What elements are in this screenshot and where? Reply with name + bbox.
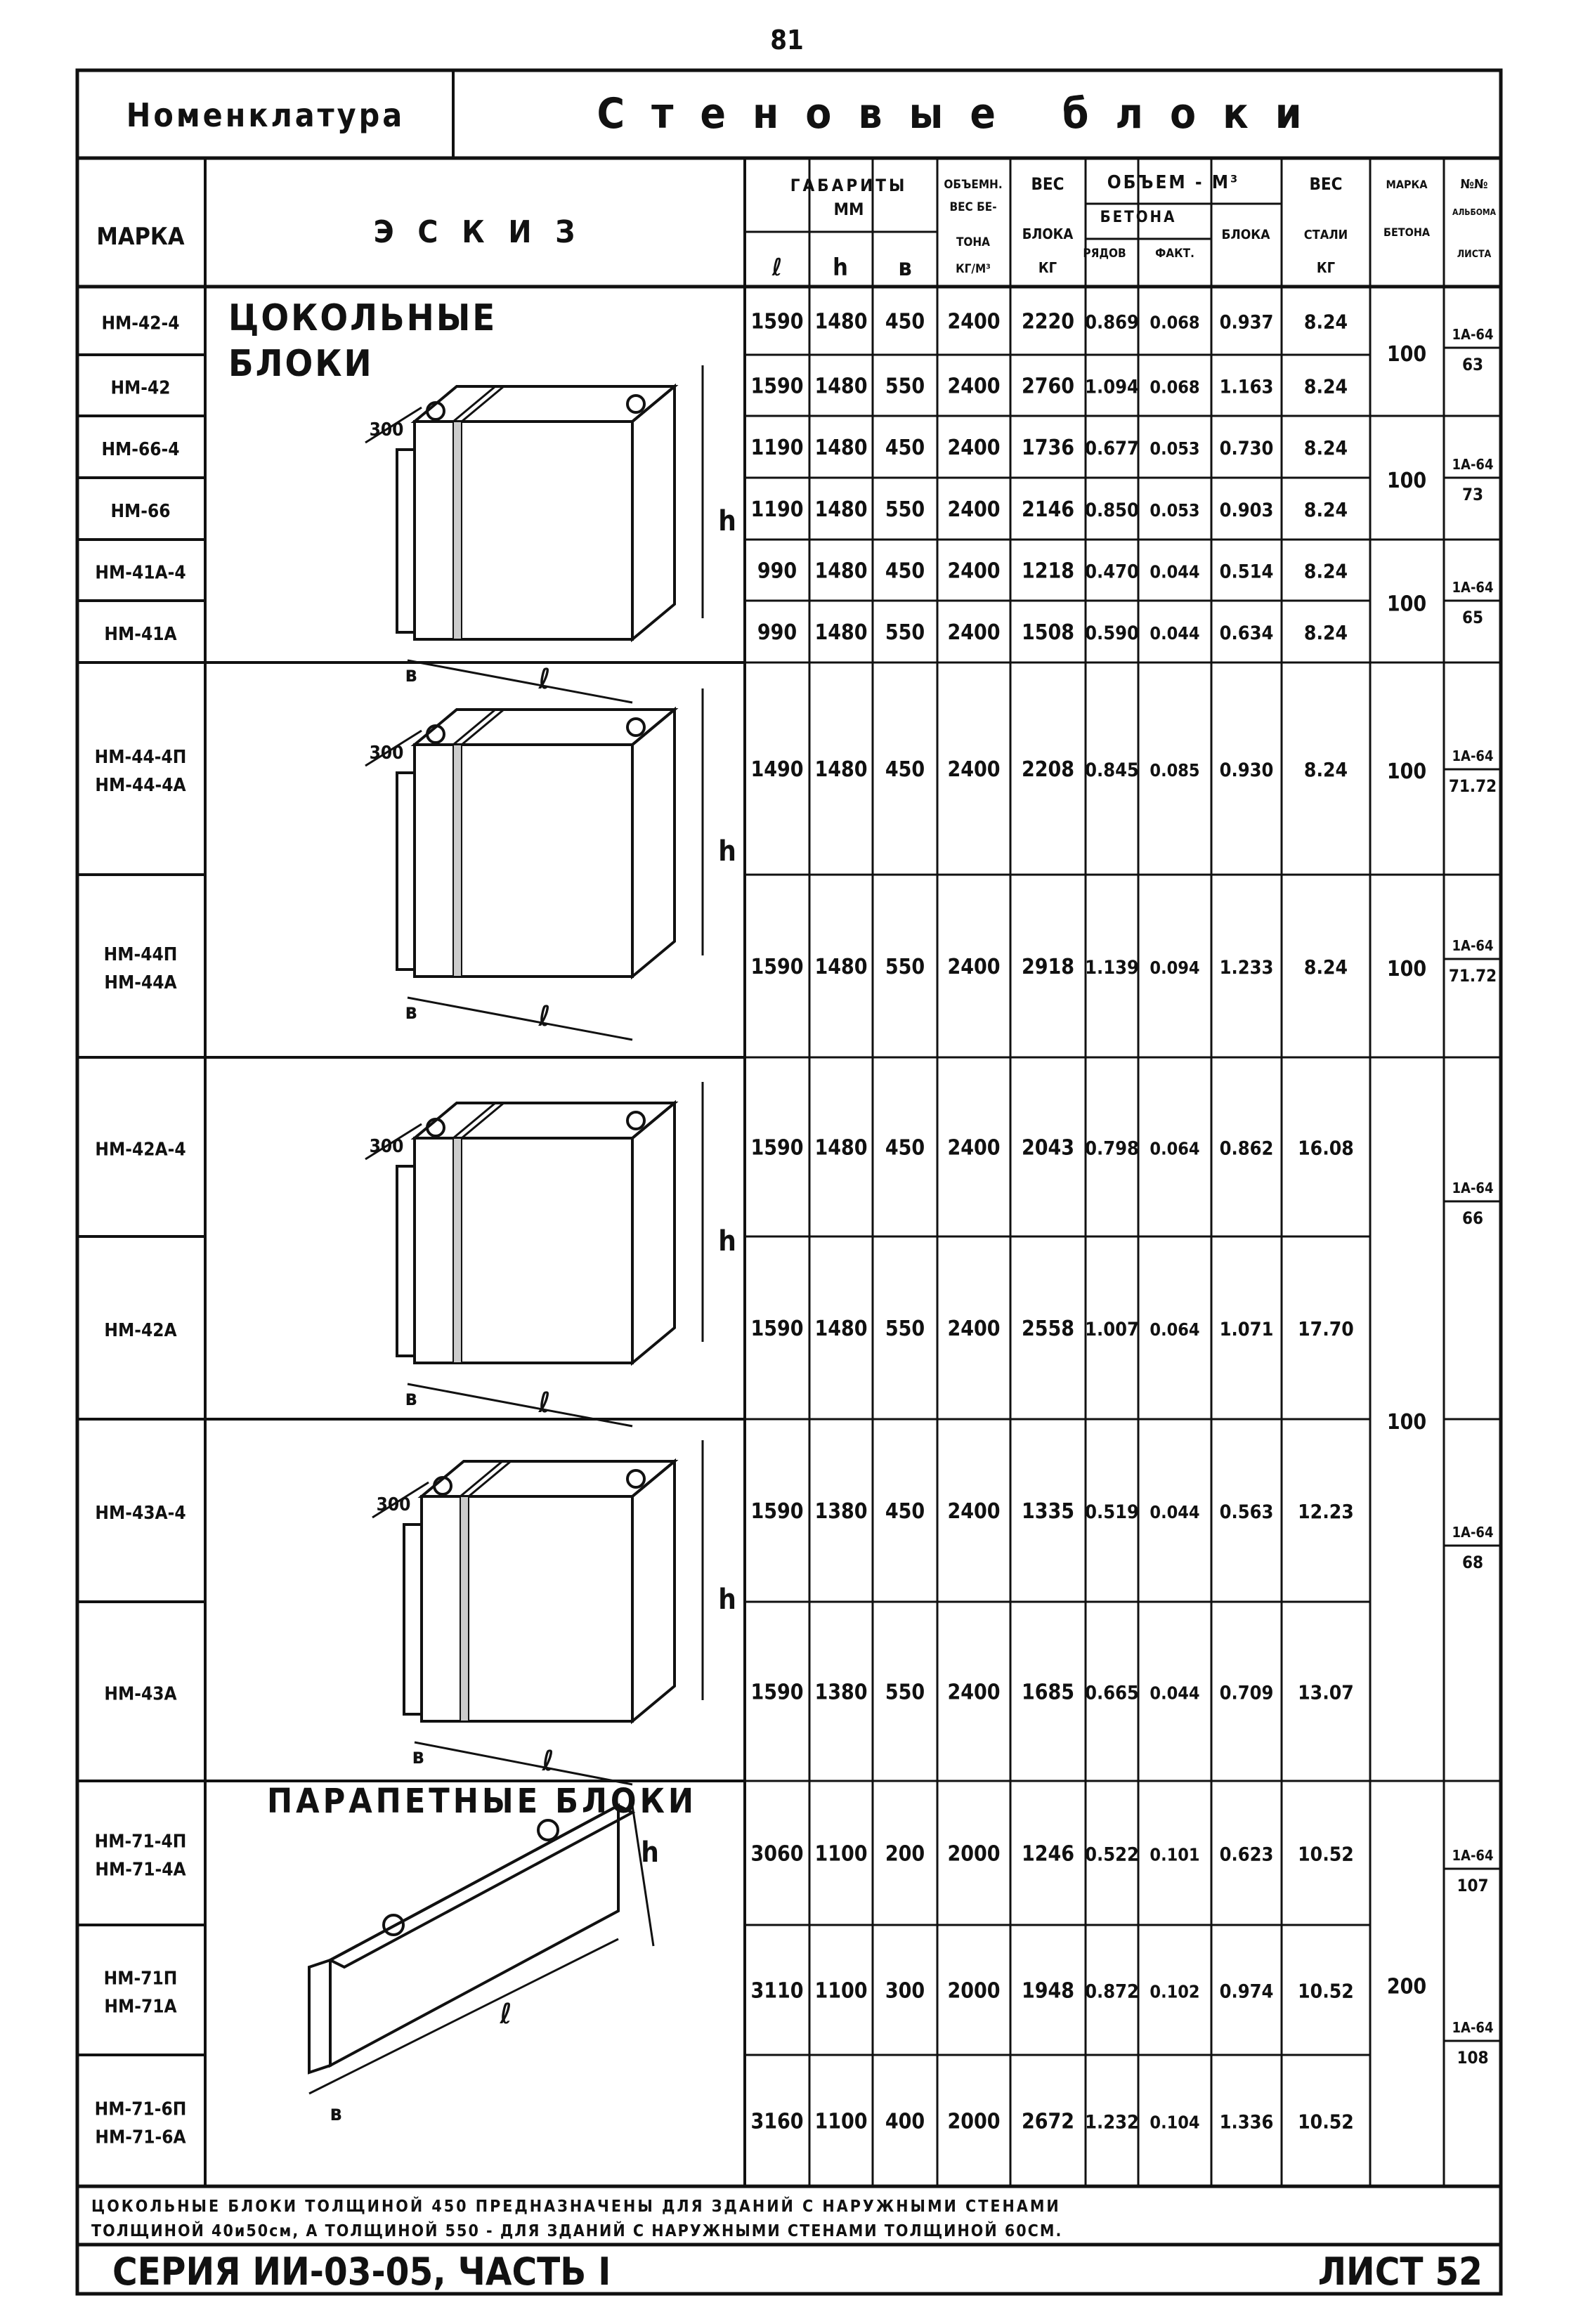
cell-v-block: 0.903 <box>1219 500 1274 521</box>
cell-v-ryad: 0.522 <box>1085 1843 1139 1866</box>
mark-label: НМ-41А <box>104 624 177 645</box>
sheet-ref-column <box>1449 326 1497 2068</box>
cell-v-ryad: 0.677 <box>1085 438 1139 459</box>
dim-300-label: 300 <box>369 743 404 764</box>
cell-l: 1190 <box>750 497 804 522</box>
mark-column <box>95 313 187 2148</box>
block-side <box>632 386 675 639</box>
sheet-ref-number: 66 <box>1461 1208 1484 1228</box>
dim-l-label: ℓ <box>500 1998 512 2030</box>
cell-v-fakt: 0.085 <box>1150 760 1200 781</box>
header-weight-block: БЛОКА <box>1022 226 1074 242</box>
cell-b: 550 <box>885 497 925 522</box>
dim-300-label: 300 <box>369 1136 404 1157</box>
section-parapet: ПАРАПЕТНЫЕ БЛОКИ <box>267 1782 698 1821</box>
cell-v-fakt: 0.068 <box>1150 312 1200 333</box>
cell-v-ryad: 1.007 <box>1085 1319 1139 1340</box>
cell-density: 2000 <box>947 1978 1001 2004</box>
cell-density: 2000 <box>947 2109 1001 2134</box>
dim-b-label: в <box>405 1000 417 1024</box>
cell-density: 2400 <box>947 309 1001 334</box>
grade-value: 100 <box>1386 957 1427 981</box>
header-mark: МАРКА <box>96 223 185 251</box>
cell-b: 450 <box>885 757 925 782</box>
cell-b: 450 <box>885 1135 925 1161</box>
cell-h: 1380 <box>814 1499 868 1524</box>
mark-label: НМ-71-4А <box>95 1859 186 1881</box>
sheet-ref-album: 1А-64 <box>1452 1524 1494 1541</box>
cell-v-block: 0.937 <box>1219 311 1274 334</box>
block-side <box>632 710 675 977</box>
dim-l-label: ℓ <box>538 1000 551 1033</box>
cell-v-block: 0.862 <box>1219 1137 1274 1160</box>
outer-frame <box>77 70 1501 2294</box>
insulation-strip <box>460 1461 511 1496</box>
cell-l: 1190 <box>750 436 804 460</box>
cell-l: 1590 <box>750 1135 804 1161</box>
cell-steel: 17.70 <box>1298 1317 1354 1340</box>
cell-v-ryad: 0.665 <box>1085 1682 1139 1704</box>
cell-h: 1480 <box>814 374 868 399</box>
block-face <box>415 422 632 639</box>
cell-v-block: 1.163 <box>1219 376 1274 398</box>
cell-v-fakt: 0.104 <box>1150 2112 1200 2133</box>
cell-b: 450 <box>885 559 925 584</box>
cell-b: 550 <box>885 1680 925 1705</box>
header-density-2: ВЕС БЕ- <box>949 200 997 214</box>
cell-v-fakt: 0.064 <box>1150 1319 1200 1340</box>
header-sheet-2: АЛЬБОМА <box>1452 207 1497 217</box>
header-weight-unit: КГ <box>1038 259 1057 276</box>
cell-density: 2400 <box>947 1499 1001 1524</box>
dim-b-label: в <box>412 1744 424 1769</box>
cell-density: 2400 <box>947 955 1001 979</box>
header-steel-unit: КГ <box>1316 259 1336 276</box>
cell-l: 1590 <box>750 374 804 399</box>
sheet-ref-album: 1А-64 <box>1452 456 1494 473</box>
cell-v-block: 0.623 <box>1219 1843 1274 1866</box>
insulation-strip <box>453 386 504 422</box>
dim-line-l <box>408 998 632 1040</box>
grade-value: 100 <box>1386 342 1427 367</box>
header-weight: ВЕС <box>1031 174 1064 194</box>
sketch-plinth-block-1 <box>365 365 736 703</box>
mark-label: НМ-42А <box>104 1320 177 1341</box>
mark-label: НМ-42А-4 <box>95 1139 186 1161</box>
cell-v-block: 0.730 <box>1219 438 1274 459</box>
dim-h-label: h <box>718 1225 736 1258</box>
block-face <box>415 1138 632 1363</box>
insulation-strip <box>453 1103 504 1138</box>
lifting-loop <box>627 1470 644 1487</box>
cell-v-block: 0.974 <box>1219 1980 1274 2003</box>
cell-l: 1590 <box>750 1317 804 1341</box>
dim-l-label: ℓ <box>538 1387 551 1419</box>
cell-b: 550 <box>885 955 925 979</box>
mark-label: НМ-42-4 <box>101 313 180 334</box>
cell-b: 550 <box>885 374 925 399</box>
grade-value: 200 <box>1386 1974 1427 1999</box>
sheet-ref-number: 73 <box>1461 485 1484 504</box>
sheet-ref-number: 68 <box>1461 1553 1484 1572</box>
sheet-ref-album: 1А-64 <box>1452 1847 1494 1864</box>
header-dims-unit: ММ <box>833 200 864 219</box>
cell-h: 1480 <box>814 309 868 334</box>
cell-h: 1480 <box>814 436 868 460</box>
grade-value: 100 <box>1386 592 1427 617</box>
cell-v-fakt: 0.053 <box>1150 500 1200 521</box>
cell-h: 1380 <box>814 1680 868 1705</box>
sheet-ref-album: 1А-64 <box>1452 1180 1494 1196</box>
cell-l: 990 <box>757 559 797 584</box>
sheet-ref-album: 1А-64 <box>1452 326 1494 343</box>
dim-line-l <box>408 660 632 703</box>
cell-density: 2400 <box>947 374 1001 399</box>
mark-label: НМ-71П <box>103 1968 178 1990</box>
block-face <box>415 745 632 977</box>
cell-weight: 2220 <box>1021 309 1075 334</box>
header-vol-fakt: ФАКТ. <box>1155 247 1194 261</box>
cell-v-fakt: 0.094 <box>1150 958 1200 978</box>
cell-b: 450 <box>885 436 925 460</box>
cell-v-block: 0.930 <box>1219 759 1274 781</box>
cell-h: 1480 <box>814 620 868 645</box>
cell-h: 1480 <box>814 757 868 782</box>
cell-v-block: 1.336 <box>1219 2111 1274 2134</box>
cell-h: 1480 <box>814 497 868 522</box>
dim-line-l <box>415 1742 632 1784</box>
mark-label: НМ-43А <box>104 1683 177 1705</box>
sketch-parapet-block <box>309 1806 659 2126</box>
cell-density: 2400 <box>947 1135 1001 1161</box>
sheet-ref-number: 71.72 <box>1448 776 1497 796</box>
section-plinth-line1: ЦОКОЛЬНЫЕ <box>228 297 497 339</box>
cell-v-ryad: 0.470 <box>1085 561 1139 583</box>
cell-weight: 2208 <box>1021 757 1075 782</box>
cell-v-fakt: 0.053 <box>1150 438 1200 459</box>
cell-b: 550 <box>885 1317 925 1341</box>
cell-steel: 12.23 <box>1298 1500 1354 1523</box>
cell-steel: 8.24 <box>1303 436 1348 459</box>
lifting-loop <box>627 1112 644 1129</box>
cell-h: 1480 <box>814 1317 868 1341</box>
dim-h-label: h <box>718 835 736 868</box>
insulation-layer <box>453 745 462 977</box>
cell-l: 990 <box>757 620 797 645</box>
cell-density: 2400 <box>947 1317 1001 1341</box>
cell-steel: 10.52 <box>1298 1979 1354 2003</box>
sheet-ref-number: 107 <box>1457 1876 1489 1895</box>
cell-density: 2400 <box>947 757 1001 782</box>
cell-weight: 1335 <box>1021 1499 1075 1524</box>
insulation-layer <box>453 1138 462 1363</box>
cell-v-block: 1.233 <box>1219 957 1274 979</box>
cell-h: 1480 <box>814 955 868 979</box>
cell-v-fakt: 0.068 <box>1150 377 1200 398</box>
cell-b: 550 <box>885 620 925 645</box>
cell-weight: 1508 <box>1021 620 1075 645</box>
cell-v-fakt: 0.064 <box>1150 1138 1200 1159</box>
sheet-ref-number: 108 <box>1457 2048 1489 2068</box>
block-tongue <box>397 773 415 970</box>
parapet-top <box>330 1806 632 1967</box>
cell-b: 300 <box>885 1978 925 2004</box>
dim-300-label: 300 <box>376 1494 411 1515</box>
cell-density: 2400 <box>947 436 1001 460</box>
cell-weight: 2760 <box>1021 374 1075 399</box>
mark-label: НМ-44-4А <box>95 775 186 796</box>
cell-h: 1100 <box>814 1978 868 2004</box>
note-line-2: ТОЛЩИНОЙ 40и50см, А ТОЛЩИНОЙ 550 - ДЛЯ ЗДАНИЙ С НАРУЖНЫМИ СТЕНАМИ ТОЛЩИНОЙ 60СМ. <box>91 2222 1063 2240</box>
cell-v-ryad: 0.590 <box>1085 622 1139 644</box>
cell-v-fakt: 0.044 <box>1150 561 1200 582</box>
cell-weight: 1736 <box>1021 436 1075 460</box>
dim-h-label: h <box>718 505 736 537</box>
cell-v-ryad: 0.845 <box>1085 759 1139 781</box>
header-sheet-1: №№ <box>1460 177 1488 192</box>
insulation-strip <box>453 710 504 745</box>
cell-density: 2400 <box>947 497 1001 522</box>
cell-h: 1100 <box>814 1841 868 1867</box>
mark-label: НМ-71-6А <box>95 2127 186 2148</box>
cell-v-ryad: 0.519 <box>1085 1501 1139 1523</box>
sheet-ref-album: 1А-64 <box>1452 748 1494 764</box>
header-volume-concrete: БЕТОНА <box>1100 209 1177 226</box>
block-side <box>632 1103 675 1363</box>
cell-steel: 8.24 <box>1303 621 1348 644</box>
sketch-door-block <box>372 1440 736 1784</box>
cell-steel: 8.24 <box>1303 374 1348 398</box>
cell-weight: 2918 <box>1021 955 1075 979</box>
block-face <box>422 1496 632 1721</box>
dim-line-h <box>632 1806 653 1946</box>
cell-v-block: 0.709 <box>1219 1682 1274 1704</box>
header-sketch: Э С К И З <box>373 214 582 250</box>
header-b: в <box>898 254 912 282</box>
mark-label: НМ-71-4П <box>94 1831 187 1853</box>
lifting-loop <box>538 1820 558 1840</box>
grade-value: 100 <box>1386 1410 1427 1435</box>
table-header <box>96 172 1496 282</box>
mark-label: НМ-41А-4 <box>95 562 186 584</box>
cell-l: 1590 <box>750 955 804 979</box>
parapet-edge <box>309 1960 330 2072</box>
cell-weight: 2558 <box>1021 1317 1075 1341</box>
sheet-ref-album: 1А-64 <box>1452 937 1494 954</box>
mark-label: НМ-66-4 <box>101 439 180 460</box>
block-tongue <box>404 1525 422 1714</box>
footer-sheet: ЛИСТ 52 <box>1317 2250 1483 2294</box>
cell-weight: 1948 <box>1021 1978 1075 2004</box>
cell-l: 3060 <box>750 1841 804 1867</box>
cell-v-fakt: 0.044 <box>1150 623 1200 644</box>
cell-v-ryad: 0.872 <box>1085 1980 1139 2003</box>
dim-b-label: в <box>330 2101 342 2126</box>
cell-v-fakt: 0.044 <box>1150 1683 1200 1704</box>
cell-v-ryad: 0.869 <box>1085 311 1139 334</box>
cell-v-ryad: 1.139 <box>1085 957 1139 979</box>
cell-v-block: 0.563 <box>1219 1501 1274 1523</box>
sheet-ref-number: 71.72 <box>1448 966 1497 986</box>
cell-weight: 2043 <box>1021 1135 1075 1161</box>
cell-l: 1490 <box>750 757 804 782</box>
page-number: 81 <box>770 25 804 56</box>
sketch-window-block <box>365 1082 736 1426</box>
header-density-4: КГ/М³ <box>956 262 991 276</box>
grade-value: 100 <box>1386 469 1427 493</box>
cell-weight: 1218 <box>1021 559 1075 584</box>
dim-300-label: 300 <box>369 419 404 440</box>
insulation-layer <box>460 1496 469 1721</box>
cell-weight: 2672 <box>1021 2109 1075 2134</box>
cell-density: 2400 <box>947 620 1001 645</box>
cell-steel: 16.08 <box>1298 1136 1354 1160</box>
block-tongue <box>397 1166 415 1356</box>
lifting-loop <box>627 396 644 412</box>
cell-steel: 10.52 <box>1298 2110 1354 2134</box>
sheet-ref-number: 65 <box>1461 608 1484 627</box>
cell-v-fakt: 0.101 <box>1150 1844 1200 1865</box>
header-sheet-3: ЛИСТА <box>1457 249 1492 260</box>
block-top <box>415 1103 675 1138</box>
cell-density: 2400 <box>947 559 1001 584</box>
footer-series: СЕРИЯ ИИ-03-05, ЧАСТЬ I <box>112 2250 611 2294</box>
block-top <box>415 386 675 422</box>
cell-b: 450 <box>885 1499 925 1524</box>
cell-l: 3160 <box>750 2109 804 2134</box>
grade-value: 100 <box>1386 759 1427 784</box>
data-cells <box>750 310 1353 2134</box>
cell-b: 450 <box>885 309 925 334</box>
dim-b-label: в <box>405 662 417 687</box>
cell-steel: 8.24 <box>1303 559 1348 583</box>
mark-label: НМ-44П <box>103 944 178 965</box>
cell-v-fakt: 0.102 <box>1150 1981 1200 2002</box>
mark-label: НМ-44А <box>104 972 177 993</box>
mark-label: НМ-66 <box>110 501 171 522</box>
grade-column <box>1387 342 1426 1999</box>
sheet-ref-number: 63 <box>1461 355 1484 374</box>
cell-v-block: 0.514 <box>1219 561 1274 583</box>
cell-density: 2000 <box>947 1841 1001 1867</box>
cell-b: 400 <box>885 2109 925 2134</box>
header-volume: ОБЪЕМ - М³ <box>1107 172 1240 193</box>
cell-v-ryad: 1.232 <box>1085 2111 1139 2134</box>
cell-steel: 8.24 <box>1303 310 1348 334</box>
header-steel-2: СТАЛИ <box>1303 228 1348 242</box>
cell-v-block: 0.634 <box>1219 622 1274 644</box>
cell-l: 1590 <box>750 1499 804 1524</box>
cell-v-ryad: 1.094 <box>1085 376 1139 398</box>
sketches <box>309 365 736 2126</box>
header-steel: ВЕС <box>1309 174 1343 194</box>
block-top <box>415 710 675 745</box>
header-vol-ryad: РЯДОВ <box>1083 247 1126 261</box>
insulation-layer <box>453 422 462 639</box>
cell-steel: 8.24 <box>1303 955 1348 979</box>
header-density-3: ТОНА <box>956 235 991 249</box>
sketch-plinth-block-2 <box>365 688 736 1040</box>
cell-density: 2400 <box>947 1680 1001 1705</box>
header-h: h <box>833 254 848 282</box>
cell-steel: 8.24 <box>1303 498 1348 521</box>
nomenclature-label: Номенклатура <box>126 96 405 134</box>
sheet-ref-album: 1А-64 <box>1452 2019 1494 2036</box>
section-plinth-line2: БЛОКИ <box>228 343 374 385</box>
mark-label: НМ-42 <box>110 377 171 399</box>
cell-weight: 1685 <box>1021 1680 1075 1705</box>
header-l: ℓ <box>771 254 783 282</box>
cell-weight: 2146 <box>1021 497 1075 522</box>
dim-h-label: h <box>641 1836 659 1869</box>
lifting-loop <box>627 719 644 736</box>
cell-v-ryad: 0.850 <box>1085 500 1139 521</box>
table-grid <box>77 158 1501 2186</box>
dim-h-label: h <box>718 1584 736 1616</box>
dim-l-label: ℓ <box>542 1745 554 1777</box>
mark-label: НМ-43А-4 <box>95 1503 186 1524</box>
cell-steel: 13.07 <box>1298 1680 1354 1704</box>
header-grade-2: БЕТОНА <box>1383 226 1431 239</box>
cell-h: 1480 <box>814 1135 868 1161</box>
cell-steel: 10.52 <box>1298 1842 1354 1866</box>
sheet-ref-album: 1А-64 <box>1452 579 1494 596</box>
mark-label: НМ-71А <box>104 1996 177 2018</box>
header-vol-block: БЛОКА <box>1221 227 1270 242</box>
mark-label: НМ-71-6П <box>94 2098 187 2120</box>
sheet-title: Стеновые блоки <box>597 89 1329 138</box>
cell-v-ryad: 0.798 <box>1085 1137 1139 1160</box>
header-density-1: ОБЪЕМН. <box>944 178 1003 192</box>
header-dims: ГАБАРИТЫ <box>790 176 908 195</box>
cell-steel: 8.24 <box>1303 758 1348 781</box>
cell-v-block: 1.071 <box>1219 1319 1274 1340</box>
cell-l: 1590 <box>750 309 804 334</box>
cell-v-fakt: 0.044 <box>1150 1502 1200 1522</box>
block-side <box>632 1461 675 1721</box>
dim-b-label: в <box>405 1386 417 1411</box>
header-grade-1: МАРКА <box>1386 178 1428 191</box>
dim-l-label: ℓ <box>538 663 551 696</box>
cell-l: 1590 <box>750 1680 804 1705</box>
note-line-1: ЦОКОЛЬНЫЕ БЛОКИ ТОЛЩИНОЙ 450 ПРЕДНАЗНАЧЕНЫ ДЛЯ ЗДАНИЙ С НАРУЖНЫМИ СТЕНАМИ <box>91 2198 1061 2216</box>
cell-l: 3110 <box>750 1978 804 2004</box>
cell-weight: 1246 <box>1021 1841 1075 1867</box>
cell-h: 1480 <box>814 559 868 584</box>
cell-h: 1100 <box>814 2109 868 2134</box>
block-tongue <box>397 450 415 632</box>
mark-label: НМ-44-4П <box>94 747 187 768</box>
cell-b: 200 <box>885 1841 925 1867</box>
